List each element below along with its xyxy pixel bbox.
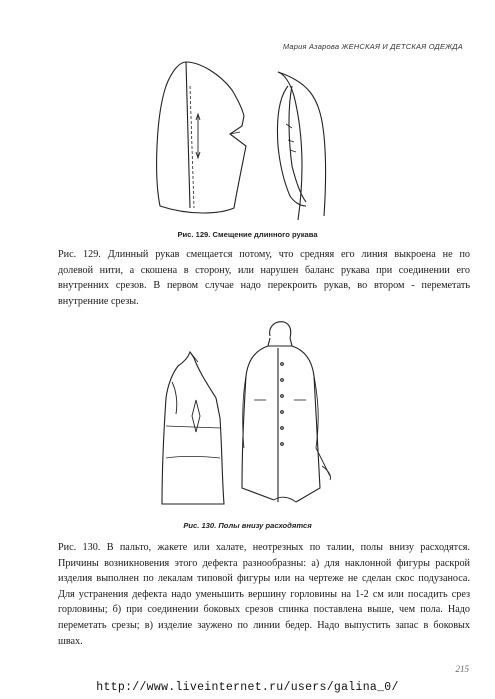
figure-130-illustration: [150, 318, 340, 514]
paragraph-129: [58, 247, 470, 309]
text-line: Причины возникновения этого дефекта разнообразны: а) для наклонной фигуры раскрой: [58, 557, 470, 569]
text-line: Рис. 129. Длинный рукав смещается потому, что средняя его линия выкроена не по: [58, 249, 470, 260]
figure-129-illustration: [150, 56, 350, 222]
text-line: изделия выполнен по лекалам типовой фигуры или на чертеже не сделан скос подузаноса.: [58, 573, 470, 585]
watermark-url: http://www.liveinternet.ru/users/galina_0/: [96, 681, 399, 694]
running-header: Мария Азарова ЖЕНСКАЯ И ДЕТСКАЯ ОДЕЖДА: [282, 42, 463, 51]
text-line: переметать срезы; в) изделие заужено по линии бедер. Надо выпустить запас в боковых: [58, 619, 470, 631]
text-line: Для устранения дефекта надо уменьшить вершину горловины на 1-2 см или посадить срез: [58, 588, 470, 600]
page-number: 215: [455, 664, 469, 674]
text-line: внутренних срезов. В первом случае надо перекроить рукав, во втором - переметать: [58, 280, 470, 292]
figure-130-caption: Рис. 130. Полы внизу расходятся: [183, 521, 312, 530]
coat-drawing: [150, 318, 340, 514]
figure-129-caption: Рис. 129. Смещение длинного рукава: [177, 230, 318, 239]
text-line: долевой нити, а скошена в сторону, или нарушен баланс рукава при соединении его: [58, 264, 470, 276]
text-line: швах.: [58, 635, 83, 647]
text-line: горловины; б) при соединении боковых срезов спинка поставлена выше, чем пола. Надо: [58, 604, 470, 616]
sleeve-drawing: [150, 56, 350, 222]
text-line: внутренние срезы.: [58, 295, 139, 307]
text-line: Рис. 130. В пальто, жакете или халате, неотрезных по талии, полы внизу расходятся.: [58, 542, 470, 553]
paragraph-130: [58, 540, 470, 649]
